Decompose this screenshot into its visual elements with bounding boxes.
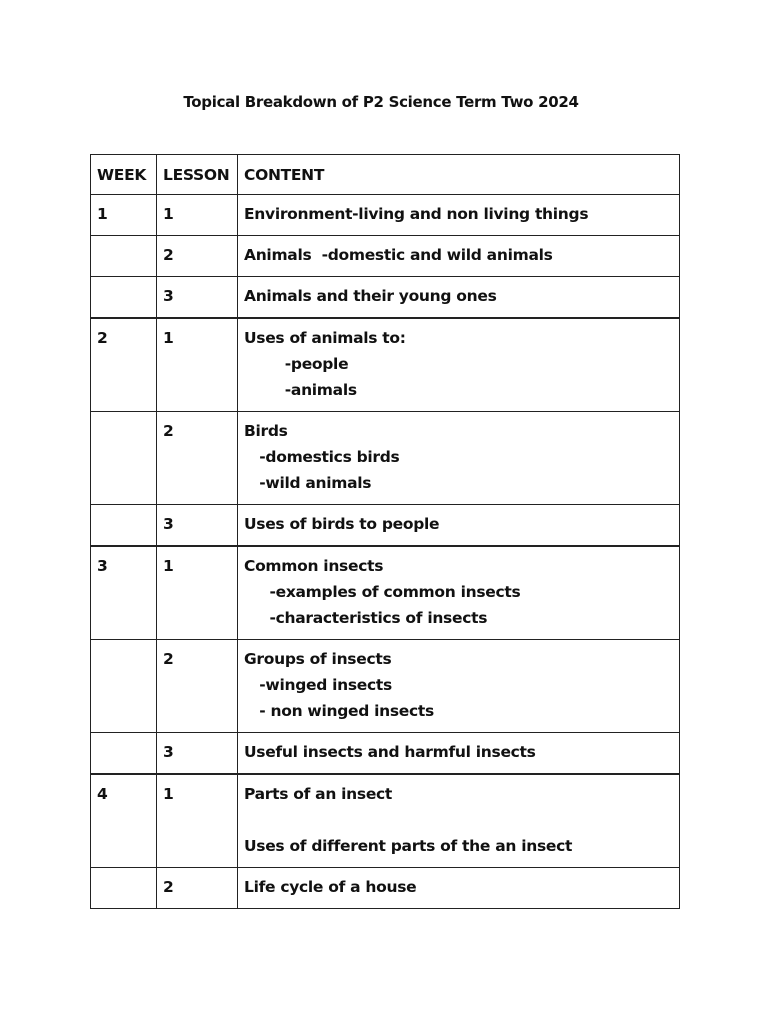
week-cell: 3: [91, 546, 157, 640]
lesson-cell: 1: [157, 195, 238, 236]
content-line: Common insects: [244, 557, 384, 575]
content-line: Environment-living and non living things: [244, 205, 589, 223]
lesson-cell: 1: [157, 318, 238, 412]
lesson-cell: 3: [157, 733, 238, 775]
lesson-cell: 3: [157, 505, 238, 547]
lesson-cell: 2: [157, 412, 238, 505]
week-cell: [91, 733, 157, 775]
week-cell: [91, 640, 157, 733]
content-line: Uses of birds to people: [244, 515, 440, 533]
table-row: [91, 277, 680, 319]
week-cell: 4: [91, 774, 157, 868]
content-line: -domestics birds: [244, 448, 400, 466]
content-line: -animals: [244, 381, 357, 399]
lesson-cell: 2: [157, 868, 238, 909]
content-cell: [238, 733, 680, 775]
table-row: [91, 640, 680, 733]
content-line: Useful insects and harmful insects: [244, 743, 536, 761]
content-line: Groups of insects: [244, 650, 392, 668]
lesson-cell: 1: [157, 546, 238, 640]
table-row: [91, 774, 680, 868]
table-row: [91, 733, 680, 775]
content-line: [244, 807, 673, 833]
table-row: [91, 318, 680, 412]
page-title: Topical Breakdown of P2 Science Term Two 2024: [183, 93, 579, 111]
lesson-cell: 2: [157, 236, 238, 277]
content-line: Birds: [244, 422, 288, 440]
content-cell: [238, 774, 680, 868]
table-row: [91, 412, 680, 505]
content-line: -characteristics of insects: [244, 609, 488, 627]
header-content: CONTENT: [238, 155, 680, 195]
lesson-cell: 3: [157, 277, 238, 319]
content-line: Animals and their young ones: [244, 287, 497, 305]
content-cell: [238, 868, 680, 909]
content-cell: [238, 195, 680, 236]
content-line: Life cycle of a house: [244, 878, 417, 896]
table-row: [91, 868, 680, 909]
table-row: [91, 546, 680, 640]
content-line: - non winged insects: [244, 702, 434, 720]
content-line: Uses of different parts of the an insect: [244, 837, 573, 855]
content-line: Parts of an insect: [244, 785, 393, 803]
week-cell: 1: [91, 195, 157, 236]
header-week: WEEK: [91, 155, 157, 195]
content-line: -wild animals: [244, 474, 372, 492]
week-cell: [91, 505, 157, 547]
content-cell: [238, 505, 680, 547]
week-cell: [91, 277, 157, 319]
content-cell: [238, 277, 680, 319]
content-line: Uses of animals to:: [244, 329, 406, 347]
content-line: -winged insects: [244, 676, 392, 694]
lesson-cell: 1: [157, 774, 238, 868]
table-header-row: [91, 155, 680, 195]
table-row: [91, 505, 680, 547]
content-line: -people: [244, 355, 349, 373]
content-cell: [238, 546, 680, 640]
content-cell: [238, 318, 680, 412]
header-lesson: LESSON: [157, 155, 238, 195]
table-body: [91, 195, 680, 909]
week-cell: [91, 236, 157, 277]
week-cell: [91, 412, 157, 505]
table-row: [91, 195, 680, 236]
lesson-cell: 2: [157, 640, 238, 733]
content-line: Animals -domestic and wild animals: [244, 246, 553, 264]
table-row: [91, 236, 680, 277]
week-cell: [91, 868, 157, 909]
content-line: -examples of common insects: [244, 583, 521, 601]
content-cell: [238, 236, 680, 277]
week-cell: 2: [91, 318, 157, 412]
content-cell: [238, 412, 680, 505]
schedule-table: [90, 154, 680, 909]
content-cell: [238, 640, 680, 733]
